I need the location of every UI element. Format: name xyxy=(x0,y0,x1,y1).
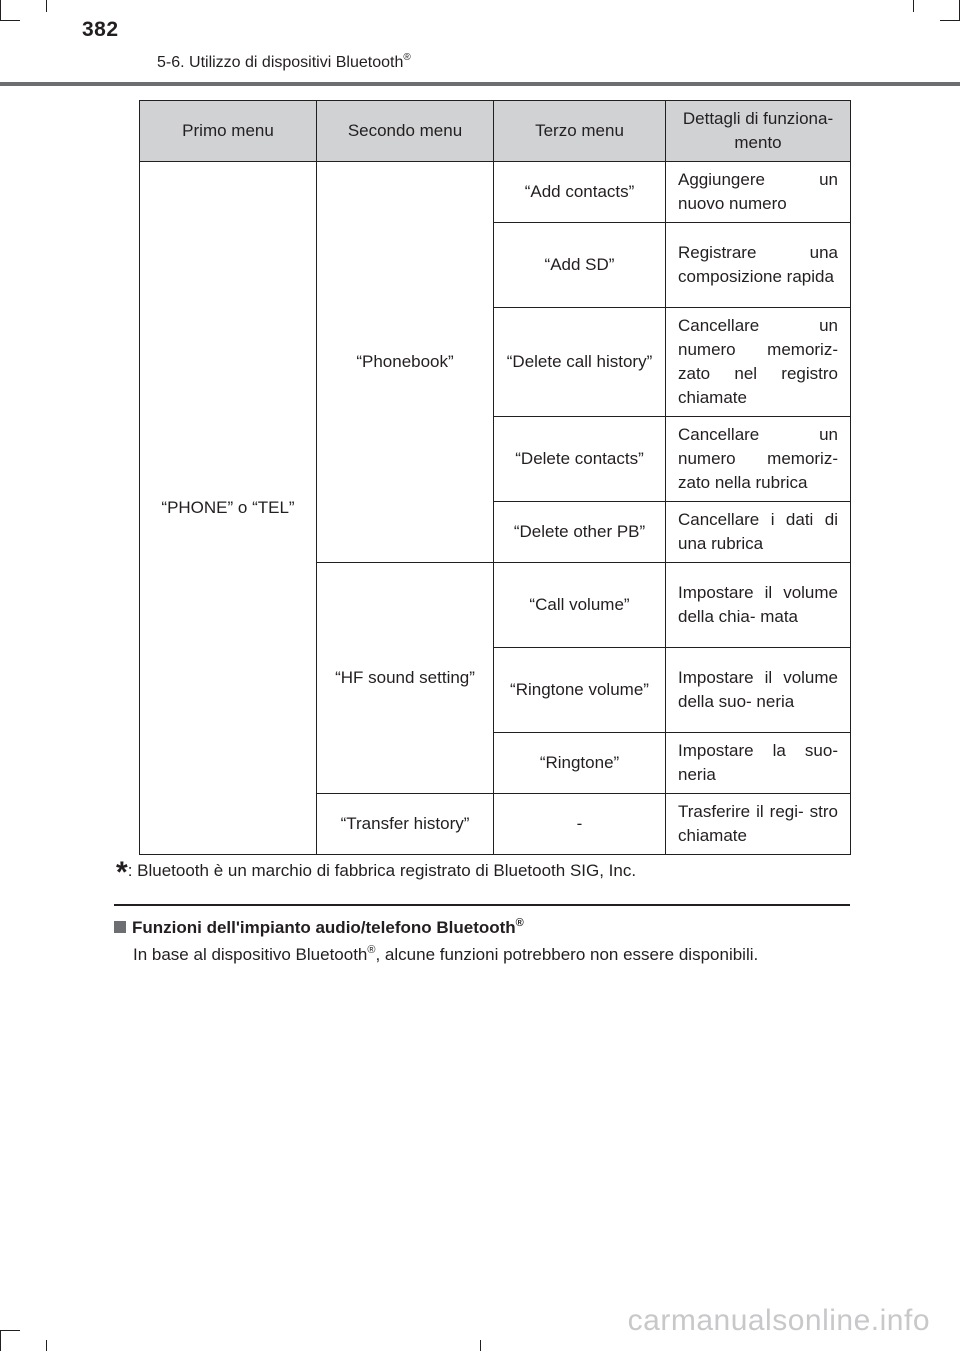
crop-mark xyxy=(0,1330,1,1351)
square-bullet-icon xyxy=(114,921,126,933)
table-header-row xyxy=(140,101,851,162)
crop-mark xyxy=(0,1330,20,1331)
section-title xyxy=(157,54,411,72)
crop-mark xyxy=(0,0,1,20)
detail-cell: Impostare il volume della chia- mata xyxy=(666,563,851,648)
section-text xyxy=(133,945,758,965)
header-dettagli: Dettagli di funziona- mento xyxy=(666,101,851,162)
page-number: 382 xyxy=(82,18,119,41)
detail-cell: Aggiungere un nuovo numero xyxy=(666,162,851,223)
registered-mark: ® xyxy=(403,52,411,63)
second-menu-transfer: “Transfer history” xyxy=(317,794,494,855)
header-rule xyxy=(0,82,960,86)
third-menu-cell: “Call volume” xyxy=(494,563,666,648)
crop-mark xyxy=(0,20,20,21)
menu-table xyxy=(139,100,851,855)
section-text-before: In base al dispositivo Bluetooth xyxy=(133,945,368,964)
crop-mark xyxy=(46,1340,47,1351)
detail-cell: Cancellare i dati di una rubrica xyxy=(666,502,851,563)
crop-mark xyxy=(913,0,914,12)
footnote xyxy=(116,856,636,890)
crop-mark xyxy=(940,20,960,21)
detail-cell: Cancellare un numero memoriz- zato nella rubrica xyxy=(666,417,851,502)
footnote-text: : Bluetooth è un marchio di fabbrica registrato di Bluetooth SIG, Inc. xyxy=(127,861,637,880)
third-menu-cell: “Add contacts” xyxy=(494,162,666,223)
second-menu-hf-sound: “HF sound setting” xyxy=(317,563,494,794)
crop-mark xyxy=(46,0,47,12)
section-heading-text: Funzioni dell'impianto audio/telefono Bluetooth xyxy=(132,918,516,937)
registered-mark: ® xyxy=(515,917,524,929)
section-rule xyxy=(114,904,850,906)
second-menu-phonebook: “Phonebook” xyxy=(317,162,494,563)
header-terzo-menu: Terzo menu xyxy=(494,101,666,162)
third-menu-cell: “Delete contacts” xyxy=(494,417,666,502)
footnote-marker: * xyxy=(116,856,128,889)
crop-mark xyxy=(480,1340,481,1351)
section-text-after: , alcune funzioni potrebbero non essere disponibili. xyxy=(375,945,759,964)
registered-mark: ® xyxy=(367,944,376,956)
third-menu-cell: “Delete other PB” xyxy=(494,502,666,563)
detail-cell: Impostare il volume della suo- neria xyxy=(666,648,851,733)
table-row xyxy=(140,162,851,223)
third-menu-cell: “Ringtone” xyxy=(494,733,666,794)
detail-cell: Impostare la suo- neria xyxy=(666,733,851,794)
third-menu-cell: - xyxy=(494,794,666,855)
header-secondo-menu: Secondo menu xyxy=(317,101,494,162)
section-title-text: 5-6. Utilizzo di dispositivi Bluetooth xyxy=(157,54,404,71)
first-menu-cell: “PHONE” o “TEL” xyxy=(140,162,317,855)
third-menu-cell: “Ringtone volume” xyxy=(494,648,666,733)
detail-cell: Registrare una composizione rapida xyxy=(666,223,851,308)
third-menu-cell: “Add SD” xyxy=(494,223,666,308)
detail-cell: Cancellare un numero memoriz- zato nel registro chiamate xyxy=(666,308,851,417)
header-primo-menu: Primo menu xyxy=(140,101,317,162)
detail-cell: Trasferire il regi- stro chiamate xyxy=(666,794,851,855)
section-heading xyxy=(114,918,524,938)
third-menu-cell: “Delete call history” xyxy=(494,308,666,417)
watermark: carmanualsonline.info xyxy=(627,1304,930,1337)
